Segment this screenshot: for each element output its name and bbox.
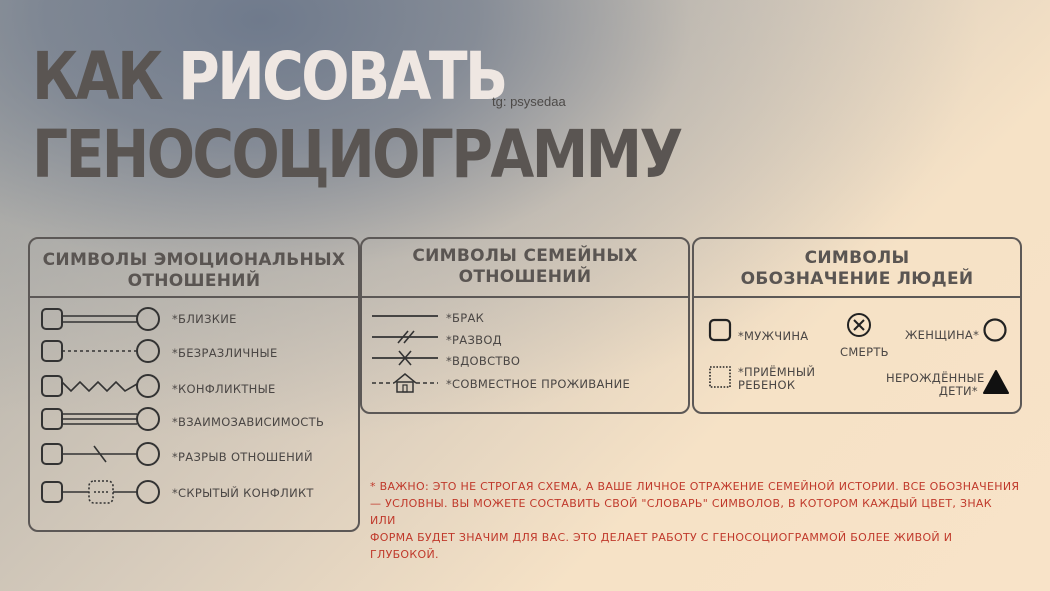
people-label-unborn-line-1: НЕРОЖДЁННЫЕ xyxy=(886,371,985,385)
adopted-dotted-square-icon xyxy=(708,365,732,389)
people-divider xyxy=(694,296,1020,298)
people-label-unborn xyxy=(886,371,985,398)
family-relations-panel xyxy=(360,237,690,414)
dashed-line-link-icon xyxy=(40,337,162,365)
emotional-heading xyxy=(30,250,358,292)
people-label-unborn-line-2: ДЕТИ* xyxy=(938,384,978,398)
title-word-risovat: РИСОВАТЬ xyxy=(178,38,506,115)
people-heading xyxy=(694,248,1020,290)
note-line-2: — УСЛОВНЫ. ВЫ МОЖЕТЕ СОСТАВИТЬ СВОЙ "СЛОВАРЬ" СИМВОЛОВ, В КОТОРОМ КАЖДЫЙ ЦВЕТ, ЗНАК ИЛИ xyxy=(370,497,992,527)
family-label-divorce: *РАЗВОД xyxy=(446,333,502,347)
people-label-adopted xyxy=(738,366,815,392)
emotional-divider xyxy=(30,296,358,298)
title-word-kak: КАК xyxy=(32,38,161,115)
emotional-label-hidden-conflict: *СКРЫТЫЙ КОНФЛИКТ xyxy=(172,486,314,500)
family-heading xyxy=(362,246,688,288)
cohabitation-line-icon xyxy=(372,371,438,393)
zigzag-link-icon xyxy=(40,372,162,400)
divorce-line-icon xyxy=(372,329,438,345)
people-label-adopted-line-2: РЕБЕНОК xyxy=(738,378,796,392)
family-label-cohabitation: *СОВМЕСТНОЕ ПРОЖИВАНИЕ xyxy=(446,377,631,391)
people-label-adopted-line-1: *ПРИЁМНЫЙ xyxy=(738,365,816,379)
important-note xyxy=(370,478,1020,563)
emotional-label-interdependence: *ВЗАИМОЗАВИСИМОСТЬ xyxy=(172,415,325,429)
hidden-conflict-link-icon xyxy=(40,477,162,507)
emotional-relations-panel xyxy=(28,237,360,532)
triple-line-link-icon xyxy=(40,405,162,433)
emotional-heading-line-2: ОТНОШЕНИЙ xyxy=(127,271,261,291)
note-line-3: ФОРМА БУДЕТ ЗНАЧИМ ДЛЯ ВАС. ЭТО ДЕЛАЕТ РАБОТУ С ГЕНОСОЦИОГРАММОЙ БОЛЕЕ ЖИВОЙ И ГЛУБОКОЙ. xyxy=(370,531,953,561)
family-heading-line-1: СИМВОЛЫ СЕМЕЙНЫХ xyxy=(412,246,638,266)
title-line-1 xyxy=(32,38,506,115)
people-symbols-panel xyxy=(692,237,1022,414)
note-line-1: * ВАЖНО: ЭТО НЕ СТРОГАЯ СХЕМА, А ВАШЕ ЛИЧНОЕ ОТРАЖЕНИЕ СЕМЕЙНОЙ ИСТОРИИ. ВСЕ ОБОЗНАЧЕНИЯ xyxy=(370,480,1020,493)
death-cross-circle-icon xyxy=(846,312,872,338)
broken-link-icon xyxy=(40,440,162,468)
people-heading-line-2: ОБОЗНАЧЕНИЕ ЛЮДЕЙ xyxy=(740,269,974,289)
family-divider xyxy=(362,296,688,298)
emotional-label-close: *БЛИЗКИЕ xyxy=(172,312,237,326)
people-heading-line-1: СИМВОЛЫ xyxy=(804,248,910,268)
double-line-link-icon xyxy=(40,305,162,333)
people-label-female: ЖЕНЩИНА* xyxy=(905,328,980,342)
emotional-heading-line-1: СИМВОЛЫ ЭМОЦИОНАЛЬНЫХ xyxy=(42,250,346,270)
emotional-label-conflict: *КОНФЛИКТНЫЕ xyxy=(172,382,276,396)
unborn-triangle-icon xyxy=(982,368,1010,396)
family-heading-line-2: ОТНОШЕНИЙ xyxy=(458,267,592,287)
family-label-marriage: *БРАК xyxy=(446,311,485,325)
people-label-male: *МУЖЧИНА xyxy=(738,329,809,343)
family-label-widowhood: *ВДОВСТВО xyxy=(446,354,521,368)
emotional-label-indifferent: *БЕЗРАЗЛИЧНЫЕ xyxy=(172,346,278,360)
widowhood-line-icon xyxy=(372,349,438,367)
female-circle-icon xyxy=(982,317,1008,343)
male-square-icon xyxy=(708,318,732,342)
people-label-death: СМЕРТЬ xyxy=(840,345,889,359)
emotional-label-break: *РАЗРЫВ ОТНОШЕНИЙ xyxy=(172,450,313,464)
title-line-2: ГЕНОСОЦИОГРАММУ xyxy=(32,116,681,193)
telegram-handle: tg: psysedaa xyxy=(492,94,566,109)
marriage-line-icon xyxy=(372,309,438,323)
